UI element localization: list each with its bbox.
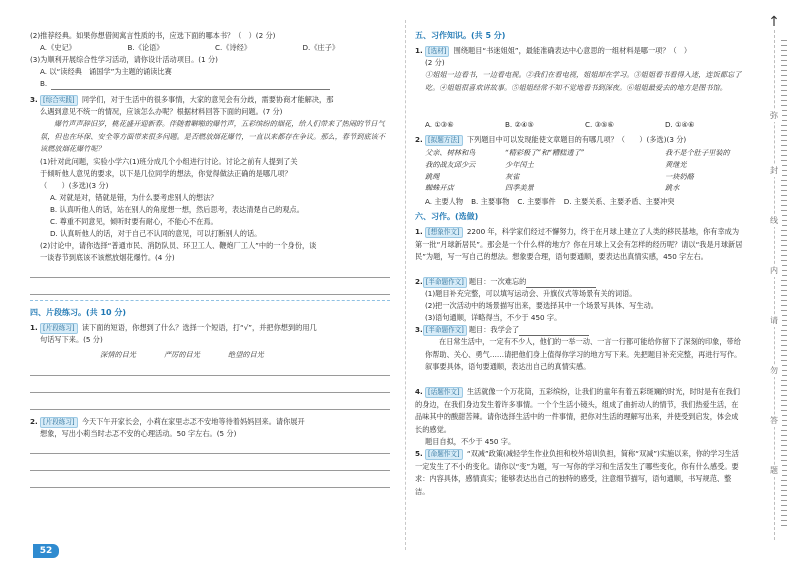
r1-materials: ①姐姐一边看书，一边看电视。②我们在看电视，姐姐却在学习。③姐姐看书看得入迷，连饭都忘了吃。④姐姐很喜欢讲故事。⑤姐姐经常不知不觉地看书到深夜。⑥姐姐最爱去的地方是图书馆。	[425, 70, 742, 92]
question-tag: [半命题作文]	[423, 277, 467, 288]
question-number: 2.	[415, 135, 423, 144]
fragment-1-header	[30, 322, 390, 334]
option-c[interactable]: C. ③⑤⑥	[585, 120, 614, 129]
option-d[interactable]: D.《庄子》	[302, 43, 340, 52]
question-tag: [想象作文]	[425, 227, 463, 238]
question-number: 2.	[30, 417, 38, 426]
option-c[interactable]: C. 主要事件	[517, 197, 556, 207]
title-cell: “精彩极了”和“糟糕透了”	[505, 148, 585, 157]
question-text: 题目：一次难忘的	[468, 277, 527, 287]
writing-2-req: (3)语句通顺，详略得当，不少于 450 字。	[425, 313, 562, 323]
question-3-sub-prompt: (3)为顺利开展综合性学习活动，请你设计活动项目。(1 分)	[30, 55, 218, 64]
sub-question-2-l1: (2)讨论中，请你选择“普通市民、消防队员、环卫工人、鞭炮厂工人”中的一个身份，谈	[40, 241, 317, 250]
question-text: 2200 年，科学家们经过不懈努力，终于在月球上建立了人类的移民基地，你有幸成为第一批“月球新居民”。那会是一个什么样的地方？你在月球上又会有怎样的经历呢？请以“我是月球新居民”为题，写一写自己的想法。想象要合理，语句要通顺，要表达出真情实感，450 字左右。	[415, 227, 743, 262]
question-3-text: 么遇到意见不统一的情况，应该怎么办呢？根据材料回答下面的问题。(7 分)	[40, 107, 283, 116]
option-a[interactable]: A. ①③⑥	[425, 120, 454, 129]
question-number: 4.	[415, 387, 423, 397]
sub-question-1-l2: 于倾听他人意见的要求，以下是几位同学的想法，你觉得做法正确的是哪几项？	[40, 169, 292, 178]
question-text: 同学们，对于生活中的很多事情，大家的意见会有分歧，需要协商才能解决，那	[81, 95, 334, 104]
question-number: 1.	[415, 227, 423, 237]
answer-line[interactable]	[30, 459, 390, 471]
r1-score: (2 分)	[425, 58, 445, 67]
writing-2-header	[415, 276, 745, 288]
answer-line[interactable]	[30, 266, 390, 278]
page-divider	[405, 20, 406, 550]
reading-passage: 爆竹声声辞旧岁，桃花盛开迎新春。伴随着噼啪的爆竹声，五彩缤纷的烟花，给人们带来了热闹的节日气氛，但也在环保、安全等方面带来很多问题。是否燃放烟花爆竹，一直以来都存在争议。那么，春节到底该不该燃放烟花爆竹呢？	[40, 119, 386, 153]
option-c[interactable]: C.《诗经》	[215, 43, 252, 52]
answer-line[interactable]	[30, 476, 390, 488]
section-6-title: 六、习作。(选做)	[415, 212, 479, 222]
seal-char: 内	[766, 265, 782, 277]
activity-answer-line[interactable]	[51, 81, 330, 90]
choice-a[interactable]: A. 对就是对，错就是错，为什么要考虑别人的想法？	[50, 193, 218, 202]
writing-5	[415, 448, 745, 498]
question-number: 3.	[415, 325, 423, 335]
question-number: 2.	[415, 277, 423, 287]
seal-char: 弥	[766, 110, 782, 122]
binding-margin	[752, 0, 800, 566]
r2-header	[415, 134, 745, 146]
question-tag: [选材]	[425, 46, 449, 57]
page-number: 52	[33, 544, 59, 558]
question-tag: [半命题作文]	[423, 325, 467, 336]
phrase-choices	[30, 349, 390, 361]
question-2-prompt: (2)推荐经典。如果你想借阅寓言性质的书，应选下面的哪本书？（ ）(2 分)	[30, 31, 276, 40]
answer-line[interactable]	[30, 364, 390, 376]
activity-option-b-label: B.	[40, 79, 48, 88]
writing-4-req: 题目自拟，不少于 450 字。	[425, 437, 516, 447]
question-2-options	[30, 42, 390, 54]
rocket-icon: ↑	[768, 14, 780, 30]
option-d[interactable]: D. 主要关系、主要矛盾、主要冲突	[563, 197, 675, 207]
question-number: 1.	[415, 46, 423, 55]
option-b[interactable]: B. 主要事物	[471, 197, 510, 207]
answer-line[interactable]	[30, 398, 390, 410]
title-cell: 蜘蛛开店	[425, 183, 454, 193]
question-text: 生活就像一个万花筒，五彩缤纷，让我们的童年有着五彩斑斓的时光，时时是有在我们的身边，在我们身边发生着许多事情。一个个生活小镜头，组成了曲折动人的情节，我们热爱生活，在品味其中的酸甜苦辣。请你选择生活中的一件事情，把你对生活的理解写出来，并使受到启发，体会成长的感觉。	[415, 387, 740, 434]
question-tag: [命题作文]	[425, 449, 463, 460]
left-page	[30, 30, 390, 493]
question-tag: [拟题方法]	[425, 135, 463, 146]
choice-c[interactable]: C. 尊重不同意见，倾听时要有耐心，不能心不在焉。	[50, 217, 218, 226]
sub-question-1-l3: （ ）(多选)(3 分)	[40, 181, 109, 190]
section-4-title: 四、片段练习。(共 10 分)	[30, 308, 127, 317]
writing-3-text: 在日常生活中，一定有不少人，他们的一举一动、一言一行都可能给你留下了深刻的印象，带给你帮助、关心、勇气……请把他们身上值得你学习的地方写下来。先把题目补充完整，再进行写作。叙事要具体，语句要通顺，表达出自己的真情实感。	[425, 337, 742, 372]
question-text: 题目：我学会了	[468, 325, 520, 335]
seal-char: 答	[766, 415, 782, 427]
section-5-title: 五、习作知识。(共 5 分)	[415, 31, 506, 40]
option-a[interactable]: A.《史记》	[40, 43, 76, 52]
question-tag: [片段练习]	[40, 417, 78, 428]
right-page	[415, 30, 745, 498]
title-cell: 我的战友邱少云	[425, 159, 476, 169]
title-blank[interactable]	[519, 328, 589, 336]
phrase-option[interactable]: 严厉的目光	[163, 350, 200, 359]
activity-option-a: A. 以“读经典 诵国学”为主题的诵读比赛	[40, 67, 172, 76]
title-cell: 少年闰土	[505, 159, 534, 169]
option-b[interactable]: B.《论语》	[127, 43, 164, 52]
question-tag: [综合实践]	[40, 95, 78, 106]
r1-options	[415, 119, 745, 131]
phrase-option[interactable]: 绝望的目光	[227, 350, 264, 359]
sub-question-1-l1: (1)针对此问题，实验小学六(1)班分成几个小组进行讨论。讨论之前有人提到了关	[40, 157, 298, 166]
question-text: “双减”政策(减轻学生作业负担和校外培训负担，简称“双减”)实施以来，你的学习生活一定发生了不小的变化。请你以“变”为题，写一写你的学习和生活发生了哪些变化，你有什么感受。要求：内容具体，感情真实；能够表达出自己的独特的感受，注意细节描写，语句通顺，书写规范、整洁。	[415, 449, 739, 496]
question-text: 读下面的短语，你想到了什么？选择一个短语，打“√”，并把你想到的用几	[81, 323, 317, 332]
writing-2-req: (1)题目补充完整，可以填写运动会、升旗仪式等场景有关的词语。	[425, 289, 637, 299]
answer-line[interactable]	[30, 442, 390, 454]
sub-question-2-l2: 一谈春节到底该不该燃放烟花爆竹。(4 分)	[40, 253, 175, 262]
writing-3-header	[415, 324, 745, 336]
option-b[interactable]: B. ②④⑤	[505, 120, 534, 129]
seal-char: 线	[766, 215, 782, 227]
title-cell: 父亲、树林和鸟	[425, 148, 476, 157]
title-cell: 灰雀	[505, 171, 520, 181]
title-cell: 黄继光	[665, 159, 687, 169]
r1-header	[415, 45, 745, 57]
fragment-2-header	[30, 416, 390, 428]
question-tag: [话题作文]	[425, 387, 463, 398]
option-a[interactable]: A. 主要人物	[425, 197, 464, 207]
title-cell: 四季美景	[505, 183, 534, 193]
seal-char: 封	[766, 165, 782, 177]
question-text: 今天下午开家长会，小莉在家里忐忑不安地等待着妈妈回来。请你展开	[81, 417, 305, 426]
title-blank[interactable]	[526, 280, 596, 288]
title-cell: 我不是个肚子里装的	[665, 148, 730, 157]
question-number: 5.	[415, 449, 423, 459]
writing-4	[415, 386, 745, 436]
option-d[interactable]: D. ①④⑥	[665, 120, 695, 129]
title-table	[415, 148, 745, 194]
choice-d[interactable]: D. 认真听他人的话，对于自己不认同的意见，可以打断别人的话。	[50, 229, 262, 238]
r2-options	[415, 196, 745, 208]
seal-char: 请	[766, 315, 782, 327]
question-number: 1.	[30, 323, 38, 332]
title-cell: 跳水	[665, 183, 680, 193]
seal-line	[774, 30, 775, 540]
writing-1	[415, 226, 745, 276]
title-cell: 跳绳	[425, 171, 440, 181]
seal-char: 勿	[766, 365, 782, 377]
activity-option-b	[30, 78, 390, 90]
answer-line[interactable]	[30, 381, 390, 393]
fragment-1-text: 句话写下来。(5 分)	[40, 335, 103, 344]
question-number: 3.	[30, 95, 38, 104]
question-text: 围绕题目“书迷姐姐”，最能准确表达中心意思的一组材料是哪一项？（ ）	[453, 46, 692, 55]
fragment-2-text: 想象，写出小莉当时忐忑不安的心理活动。50 字左右。(5 分)	[40, 429, 237, 438]
answer-line[interactable]	[30, 283, 390, 295]
writing-2-req: (2)把一次活动中的场景描写出来，要选择其中一个场景写具体、写生动。	[425, 301, 658, 311]
phrase-option[interactable]: 深情的目光	[100, 350, 136, 359]
choice-b[interactable]: B. 认真听他人的话，站在别人的角度想一想，然后思考，表达清楚自己的观点。	[50, 205, 304, 214]
title-cell: 一块奶酪	[665, 171, 694, 181]
question-text: 下列题目中可以发现能使文章题目的有哪几项？（ ）(多选)(3 分)	[466, 135, 687, 144]
question-3-header	[30, 94, 390, 106]
question-tag: [片段练习]	[40, 323, 78, 334]
seal-char: 题	[766, 465, 782, 477]
